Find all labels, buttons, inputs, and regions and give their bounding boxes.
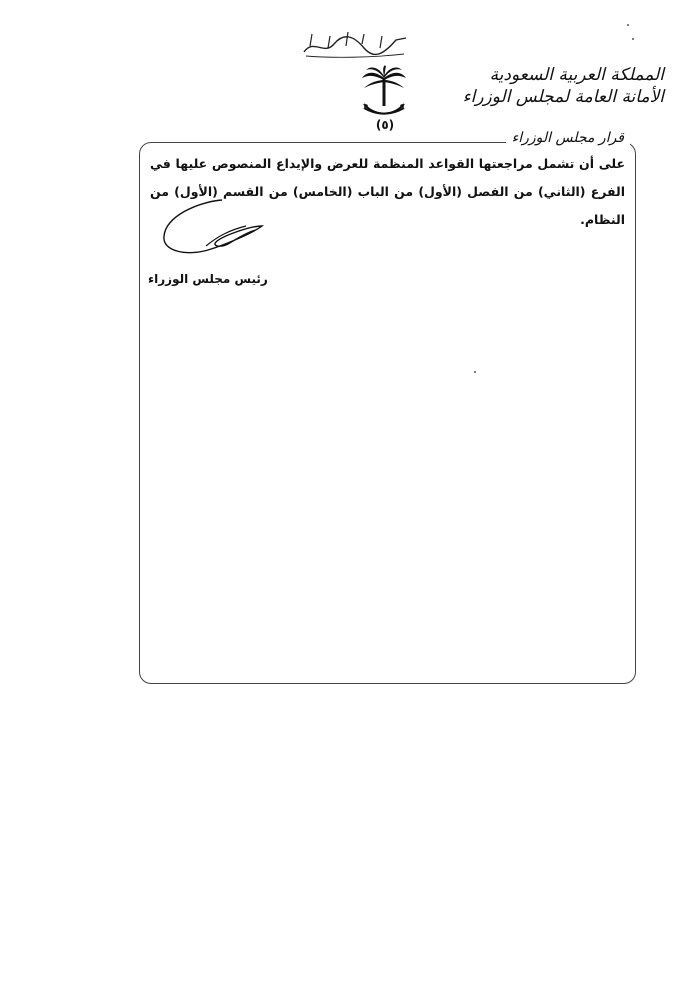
body-paragraph: على أن تشمل مراجعتها القواعد المنظمة للعرض والإيداع المنصوص عليها في الفرع (الثاني) من الفصل (الأول) من الباب (الخامس) من القسم (الأول) من النظام. [150, 156, 625, 227]
frame-title: قرار مجلس الوزراء [506, 130, 630, 146]
signatory-title: رئيس مجلس الوزراء [148, 272, 268, 286]
scan-speck [627, 24, 629, 26]
secretariat-line: الأمانة العامة لمجلس الوزراء [462, 87, 664, 107]
page-number: (٥) [375, 118, 395, 132]
basmala-calligraphy [300, 28, 410, 60]
letterhead-right [462, 64, 664, 108]
handwritten-signature-icon [158, 196, 268, 264]
kingdom-line: المملكة العربية السعودية [489, 65, 664, 85]
scan-speck [632, 38, 634, 40]
saudi-palm-swords-emblem-icon [360, 64, 408, 120]
scan-speck [474, 371, 476, 373]
